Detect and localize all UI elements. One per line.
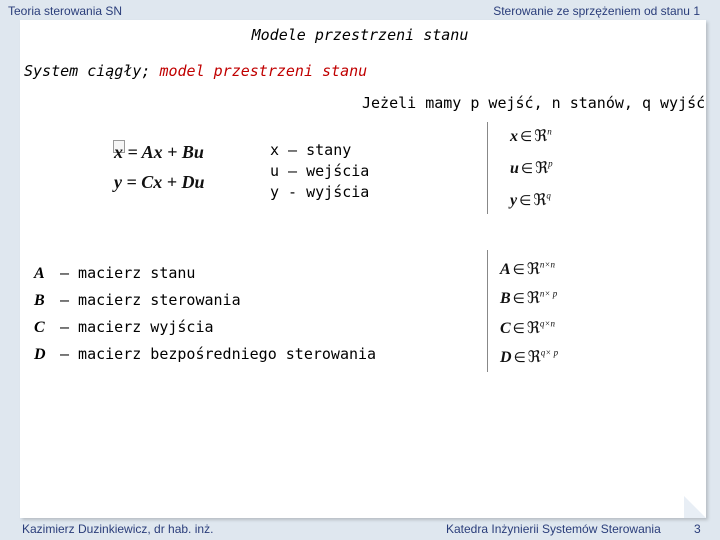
- output-equation: y = Cx + Du: [114, 172, 205, 192]
- dim-x: x ∈ ℜ$^n$: [510, 126, 552, 145]
- footer-department: Katedra Inżynierii Systemów Sterowania: [446, 522, 661, 536]
- dim-d: D ∈ ℜ$^{q\times p}$: [500, 347, 559, 366]
- footer-author: Kazimierz Duzinkiewicz, dr hab. inż.: [22, 522, 214, 536]
- page-number: 3: [694, 522, 701, 536]
- dim-y: y ∈ ℜ$^q$: [510, 190, 551, 209]
- matrix-dim-bracket: [487, 250, 488, 372]
- matrix-row-c: C – macierz wyjścia: [34, 318, 214, 336]
- slide-title: Modele przestrzeni stanu: [251, 26, 469, 44]
- legend-inputs: u – wejścia: [270, 162, 370, 180]
- legend-states: x – stany: [270, 141, 352, 159]
- system-prefix: System ciągły;: [24, 62, 160, 80]
- matrix-row-a: A – macierz stanu: [34, 264, 196, 282]
- dim-u: u ∈ ℜ$^p$: [510, 158, 553, 177]
- state-equation: x = Ax + Bu: [114, 142, 204, 162]
- intro-text: Jeżeli mamy p wejść, n stanów, q wyjść: [362, 94, 706, 112]
- page-corner-fold: [684, 496, 706, 518]
- legend: [270, 140, 369, 203]
- header-left: Teoria sterowania SN: [8, 4, 123, 18]
- matrix-row-b: B – macierz sterowania: [34, 291, 241, 309]
- header-right: Sterowanie ze sprzężeniem od stanu 1: [493, 4, 700, 18]
- system-highlight: model przestrzeni stanu: [159, 62, 368, 80]
- legend-outputs: y - wyjścia: [270, 183, 370, 201]
- dim-c: C ∈ ℜ$^{q\times n}$: [500, 318, 555, 337]
- dim-b: B ∈ ℜ$^{n\times p}$: [500, 288, 558, 307]
- matrix-row-d: D – macierz bezpośredniego sterowania: [34, 345, 377, 363]
- dim-a: A ∈ ℜ$^{n\times n}$: [500, 259, 555, 278]
- system-line: [24, 62, 367, 80]
- dim-bracket: [487, 122, 488, 214]
